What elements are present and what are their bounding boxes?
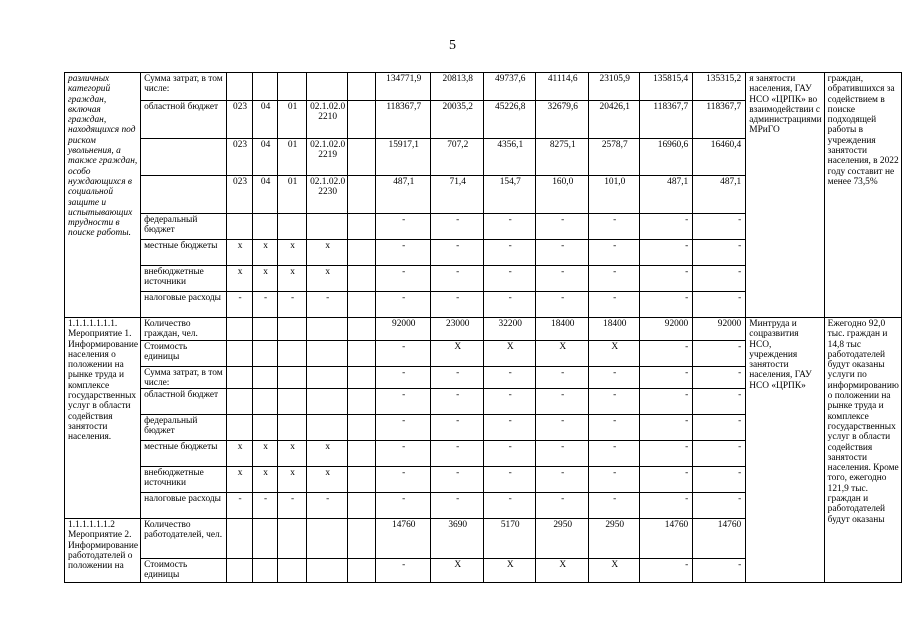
table-row <box>65 73 902 101</box>
value-cell: - <box>693 389 746 415</box>
indicator-label-cell: областной бюджет <box>141 389 227 415</box>
pr-code-cell <box>278 340 307 366</box>
csr-code-cell <box>307 415 348 441</box>
indicator-label-cell: Сумма затрат, в том числе: <box>141 73 227 101</box>
value-cell: - <box>431 441 484 467</box>
csr-code-cell <box>307 318 348 341</box>
activity-description-cell: 1.1.1.1.1.1.2 Мероприятие 2. Информирование работодателей о положении на <box>65 519 141 583</box>
vr-code-cell <box>348 415 376 441</box>
value-cell: - <box>536 266 589 292</box>
rz-code-cell: - <box>253 292 278 318</box>
value-cell: 32679,6 <box>536 101 589 139</box>
vr-code-cell <box>348 176 376 214</box>
indicator-label-cell <box>141 139 227 176</box>
vr-code-cell <box>348 292 376 318</box>
pr-code-cell: 01 <box>278 139 307 176</box>
indicator-label-cell <box>141 176 227 214</box>
rz-code-cell <box>253 73 278 101</box>
csr-code-cell: - <box>307 493 348 519</box>
vr-code-cell <box>348 519 376 559</box>
pr-code-cell <box>278 366 307 389</box>
value-cell: 134771,9 <box>376 73 431 101</box>
grbs-code-cell: - <box>227 493 253 519</box>
value-cell: - <box>640 559 693 583</box>
value-cell: - <box>376 415 431 441</box>
grbs-code-cell: 023 <box>227 101 253 139</box>
indicator-label-cell: областной бюджет <box>141 101 227 139</box>
indicator-label-cell: федеральный бюджет <box>141 415 227 441</box>
value-cell: - <box>484 214 536 240</box>
rz-code-cell <box>253 366 278 389</box>
csr-code-cell: 02.1.02.0 2210 <box>307 101 348 139</box>
value-cell: 2950 <box>536 519 589 559</box>
rz-code-cell: х <box>253 266 278 292</box>
value-cell: - <box>536 493 589 519</box>
value-cell: - <box>431 266 484 292</box>
value-cell: - <box>536 441 589 467</box>
value-cell: - <box>484 415 536 441</box>
grbs-code-cell <box>227 519 253 559</box>
grbs-code-cell <box>227 389 253 415</box>
indicator-label-cell: Сумма затрат, в том числе: <box>141 366 227 389</box>
grbs-code-cell: х <box>227 266 253 292</box>
value-cell: 32200 <box>484 318 536 341</box>
value-cell: - <box>536 240 589 266</box>
value-cell: 2578,7 <box>589 139 640 176</box>
value-cell: Х <box>484 340 536 366</box>
value-cell: 118367,7 <box>693 101 746 139</box>
value-cell: - <box>589 389 640 415</box>
value-cell: - <box>640 389 693 415</box>
value-cell: - <box>376 240 431 266</box>
indicator-label-cell: Стоимость единицы <box>141 559 227 583</box>
grbs-code-cell <box>227 318 253 341</box>
value-cell: Х <box>589 559 640 583</box>
indicator-label-cell: налоговые расходы <box>141 493 227 519</box>
vr-code-cell <box>348 214 376 240</box>
indicator-label-cell: местные бюджеты <box>141 441 227 467</box>
value-cell: Х <box>589 340 640 366</box>
value-cell: 18400 <box>536 318 589 341</box>
value-cell: 16960,6 <box>640 139 693 176</box>
value-cell: 487,1 <box>693 176 746 214</box>
value-cell: - <box>484 292 536 318</box>
value-cell: 8275,1 <box>536 139 589 176</box>
value-cell: - <box>589 467 640 493</box>
value-cell: - <box>589 266 640 292</box>
value-cell: 707,2 <box>431 139 484 176</box>
value-cell: - <box>484 240 536 266</box>
activity-description-cell: различных категорий граждан, включая граждан, находящихся под риском увольнения, а также граждан, особо нуждающихся в социальной защите и испытывающих трудности в поиске работы. <box>65 73 141 318</box>
value-cell: - <box>693 292 746 318</box>
value-cell: 20035,2 <box>431 101 484 139</box>
csr-code-cell <box>307 519 348 559</box>
page-number: 5 <box>449 38 456 53</box>
value-cell: 5170 <box>484 519 536 559</box>
value-cell: 160,0 <box>536 176 589 214</box>
value-cell: 20813,8 <box>431 73 484 101</box>
expected-result-cell: граждан, обратившихся за содействием в поиске подходящей работы в учреждения занятости населения, в 2022 году составит не менее 73,5% <box>824 73 901 318</box>
value-cell: - <box>431 467 484 493</box>
executor-cell: Минтруда и соцразвития НСО, учреждения занятости населения, ГАУ НСО «ЦРПК» <box>746 318 824 583</box>
value-cell: - <box>431 292 484 318</box>
value-cell: - <box>484 366 536 389</box>
vr-code-cell <box>348 340 376 366</box>
rz-code-cell: 04 <box>253 176 278 214</box>
pr-code-cell: - <box>278 292 307 318</box>
value-cell: - <box>376 266 431 292</box>
value-cell: - <box>484 266 536 292</box>
grbs-code-cell <box>227 214 253 240</box>
value-cell: - <box>536 214 589 240</box>
grbs-code-cell: х <box>227 240 253 266</box>
value-cell: - <box>376 441 431 467</box>
indicator-label-cell: местные бюджеты <box>141 240 227 266</box>
value-cell: - <box>376 493 431 519</box>
grbs-code-cell: - <box>227 292 253 318</box>
indicator-label-cell: внебюджетные источники <box>141 467 227 493</box>
value-cell: - <box>431 493 484 519</box>
value-cell: - <box>589 415 640 441</box>
value-cell: - <box>693 559 746 583</box>
value-cell: 92000 <box>693 318 746 341</box>
value-cell: 18400 <box>589 318 640 341</box>
value-cell: 15917,1 <box>376 139 431 176</box>
vr-code-cell <box>348 493 376 519</box>
value-cell: Х <box>431 559 484 583</box>
rz-code-cell <box>253 340 278 366</box>
rz-code-cell <box>253 559 278 583</box>
value-cell: 14760 <box>693 519 746 559</box>
pr-code-cell <box>278 559 307 583</box>
value-cell: Х <box>536 559 589 583</box>
pr-code-cell: х <box>278 441 307 467</box>
value-cell: - <box>693 441 746 467</box>
value-cell: 154,7 <box>484 176 536 214</box>
value-cell: 487,1 <box>640 176 693 214</box>
vr-code-cell <box>348 266 376 292</box>
value-cell: - <box>536 389 589 415</box>
value-cell: 135315,2 <box>693 73 746 101</box>
value-cell: 4356,1 <box>484 139 536 176</box>
grbs-code-cell <box>227 340 253 366</box>
rz-code-cell: - <box>253 493 278 519</box>
executor-cell: я занятости населения, ГАУ НСО «ЦРПК» во взаимодействии с администрациями МРиГО <box>746 73 824 318</box>
grbs-code-cell <box>227 366 253 389</box>
vr-code-cell <box>348 240 376 266</box>
value-cell: - <box>376 467 431 493</box>
value-cell: - <box>640 467 693 493</box>
csr-code-cell: - <box>307 292 348 318</box>
value-cell: 49737,6 <box>484 73 536 101</box>
value-cell: 118367,7 <box>376 101 431 139</box>
csr-code-cell <box>307 73 348 101</box>
value-cell: - <box>640 493 693 519</box>
value-cell: - <box>484 467 536 493</box>
pr-code-cell <box>278 415 307 441</box>
value-cell: 45226,8 <box>484 101 536 139</box>
rz-code-cell: х <box>253 441 278 467</box>
activity-description-cell: 1.1.1.1.1.1.1. Мероприятие 1. Информирование населения о положении на рынке труда и комплексе государственных услуг в области содействия занятости населения. <box>65 318 141 519</box>
csr-code-cell <box>307 340 348 366</box>
csr-code-cell: 02.1.02.0 2219 <box>307 139 348 176</box>
value-cell: 2950 <box>589 519 640 559</box>
value-cell: - <box>693 214 746 240</box>
value-cell: - <box>376 340 431 366</box>
value-cell: - <box>589 493 640 519</box>
vr-code-cell <box>348 366 376 389</box>
vr-code-cell <box>348 139 376 176</box>
value-cell: - <box>640 415 693 441</box>
value-cell: 16460,4 <box>693 139 746 176</box>
value-cell: - <box>376 389 431 415</box>
value-cell: - <box>431 415 484 441</box>
vr-code-cell <box>348 101 376 139</box>
value-cell: - <box>693 415 746 441</box>
value-cell: - <box>431 366 484 389</box>
value-cell: 118367,7 <box>640 101 693 139</box>
grbs-code-cell: 023 <box>227 176 253 214</box>
value-cell: - <box>484 493 536 519</box>
vr-code-cell <box>348 318 376 341</box>
rz-code-cell <box>253 519 278 559</box>
pr-code-cell <box>278 214 307 240</box>
value-cell: - <box>484 389 536 415</box>
value-cell: - <box>376 366 431 389</box>
pr-code-cell <box>278 318 307 341</box>
pr-code-cell <box>278 389 307 415</box>
rz-code-cell <box>253 214 278 240</box>
grbs-code-cell <box>227 415 253 441</box>
value-cell: Х <box>431 340 484 366</box>
vr-code-cell <box>348 559 376 583</box>
value-cell: - <box>431 240 484 266</box>
csr-code-cell: х <box>307 467 348 493</box>
value-cell: - <box>536 415 589 441</box>
rz-code-cell: х <box>253 240 278 266</box>
pr-code-cell <box>278 519 307 559</box>
value-cell: - <box>589 240 640 266</box>
value-cell: - <box>693 266 746 292</box>
rz-code-cell: х <box>253 467 278 493</box>
value-cell: Х <box>536 340 589 366</box>
rz-code-cell: 04 <box>253 139 278 176</box>
vr-code-cell <box>348 73 376 101</box>
value-cell: - <box>589 292 640 318</box>
pr-code-cell: х <box>278 467 307 493</box>
indicator-label-cell: Стоимость единицы <box>141 340 227 366</box>
value-cell: 92000 <box>640 318 693 341</box>
value-cell: - <box>431 389 484 415</box>
pr-code-cell: х <box>278 266 307 292</box>
value-cell: - <box>589 366 640 389</box>
indicator-label-cell: налоговые расходы <box>141 292 227 318</box>
value-cell: - <box>693 493 746 519</box>
vr-code-cell <box>348 467 376 493</box>
value-cell: 92000 <box>376 318 431 341</box>
value-cell: 487,1 <box>376 176 431 214</box>
csr-code-cell: 02.1.02.0 2230 <box>307 176 348 214</box>
csr-code-cell <box>307 366 348 389</box>
grbs-code-cell: х <box>227 441 253 467</box>
value-cell: - <box>640 292 693 318</box>
value-cell: - <box>589 214 640 240</box>
grbs-code-cell <box>227 73 253 101</box>
value-cell: - <box>376 559 431 583</box>
csr-code-cell <box>307 389 348 415</box>
value-cell: - <box>376 214 431 240</box>
grbs-code-cell <box>227 559 253 583</box>
value-cell: - <box>536 292 589 318</box>
value-cell: 41114,6 <box>536 73 589 101</box>
pr-code-cell: х <box>278 240 307 266</box>
value-cell: - <box>640 441 693 467</box>
expected-result-cell: Ежегодно 92,0 тыс. граждан и 14,8 тыс работодателей будут оказаны услуги по информированию о положении на рынке труда и комплексе государственных услуг в области содействия занятости населения. Кроме того, ежегодно 121,9 тыс. граждан и работодателей будут оказаны <box>824 318 901 583</box>
budget-table <box>64 72 902 583</box>
value-cell: 20426,1 <box>589 101 640 139</box>
value-cell: - <box>640 266 693 292</box>
rz-code-cell: 04 <box>253 101 278 139</box>
csr-code-cell <box>307 214 348 240</box>
value-cell: 3690 <box>431 519 484 559</box>
csr-code-cell: х <box>307 240 348 266</box>
indicator-label-cell: Количество граждан, чел. <box>141 318 227 341</box>
value-cell: - <box>431 214 484 240</box>
pr-code-cell: 01 <box>278 176 307 214</box>
pr-code-cell: - <box>278 493 307 519</box>
value-cell: - <box>693 366 746 389</box>
csr-code-cell: х <box>307 266 348 292</box>
indicator-label-cell: внебюджетные источники <box>141 266 227 292</box>
csr-code-cell: х <box>307 441 348 467</box>
value-cell: - <box>376 292 431 318</box>
rz-code-cell <box>253 415 278 441</box>
value-cell: - <box>536 366 589 389</box>
value-cell: - <box>640 366 693 389</box>
table-row <box>65 318 902 341</box>
value-cell: - <box>640 340 693 366</box>
csr-code-cell <box>307 559 348 583</box>
pr-code-cell <box>278 73 307 101</box>
value-cell: 14760 <box>376 519 431 559</box>
value-cell: - <box>693 340 746 366</box>
value-cell: - <box>640 240 693 266</box>
rz-code-cell <box>253 318 278 341</box>
value-cell: Х <box>484 559 536 583</box>
value-cell: 14760 <box>640 519 693 559</box>
grbs-code-cell: х <box>227 467 253 493</box>
rz-code-cell <box>253 389 278 415</box>
value-cell: - <box>640 214 693 240</box>
value-cell: - <box>536 467 589 493</box>
value-cell: - <box>484 441 536 467</box>
vr-code-cell <box>348 389 376 415</box>
grbs-code-cell: 023 <box>227 139 253 176</box>
indicator-label-cell: Количество работодателей, чел. <box>141 519 227 559</box>
value-cell: - <box>693 240 746 266</box>
value-cell: 23000 <box>431 318 484 341</box>
pr-code-cell: 01 <box>278 101 307 139</box>
vr-code-cell <box>348 441 376 467</box>
value-cell: 135815,4 <box>640 73 693 101</box>
indicator-label-cell: федеральный бюджет <box>141 214 227 240</box>
value-cell: - <box>589 441 640 467</box>
value-cell: 101,0 <box>589 176 640 214</box>
value-cell: 23105,9 <box>589 73 640 101</box>
value-cell: - <box>693 467 746 493</box>
value-cell: 71,4 <box>431 176 484 214</box>
